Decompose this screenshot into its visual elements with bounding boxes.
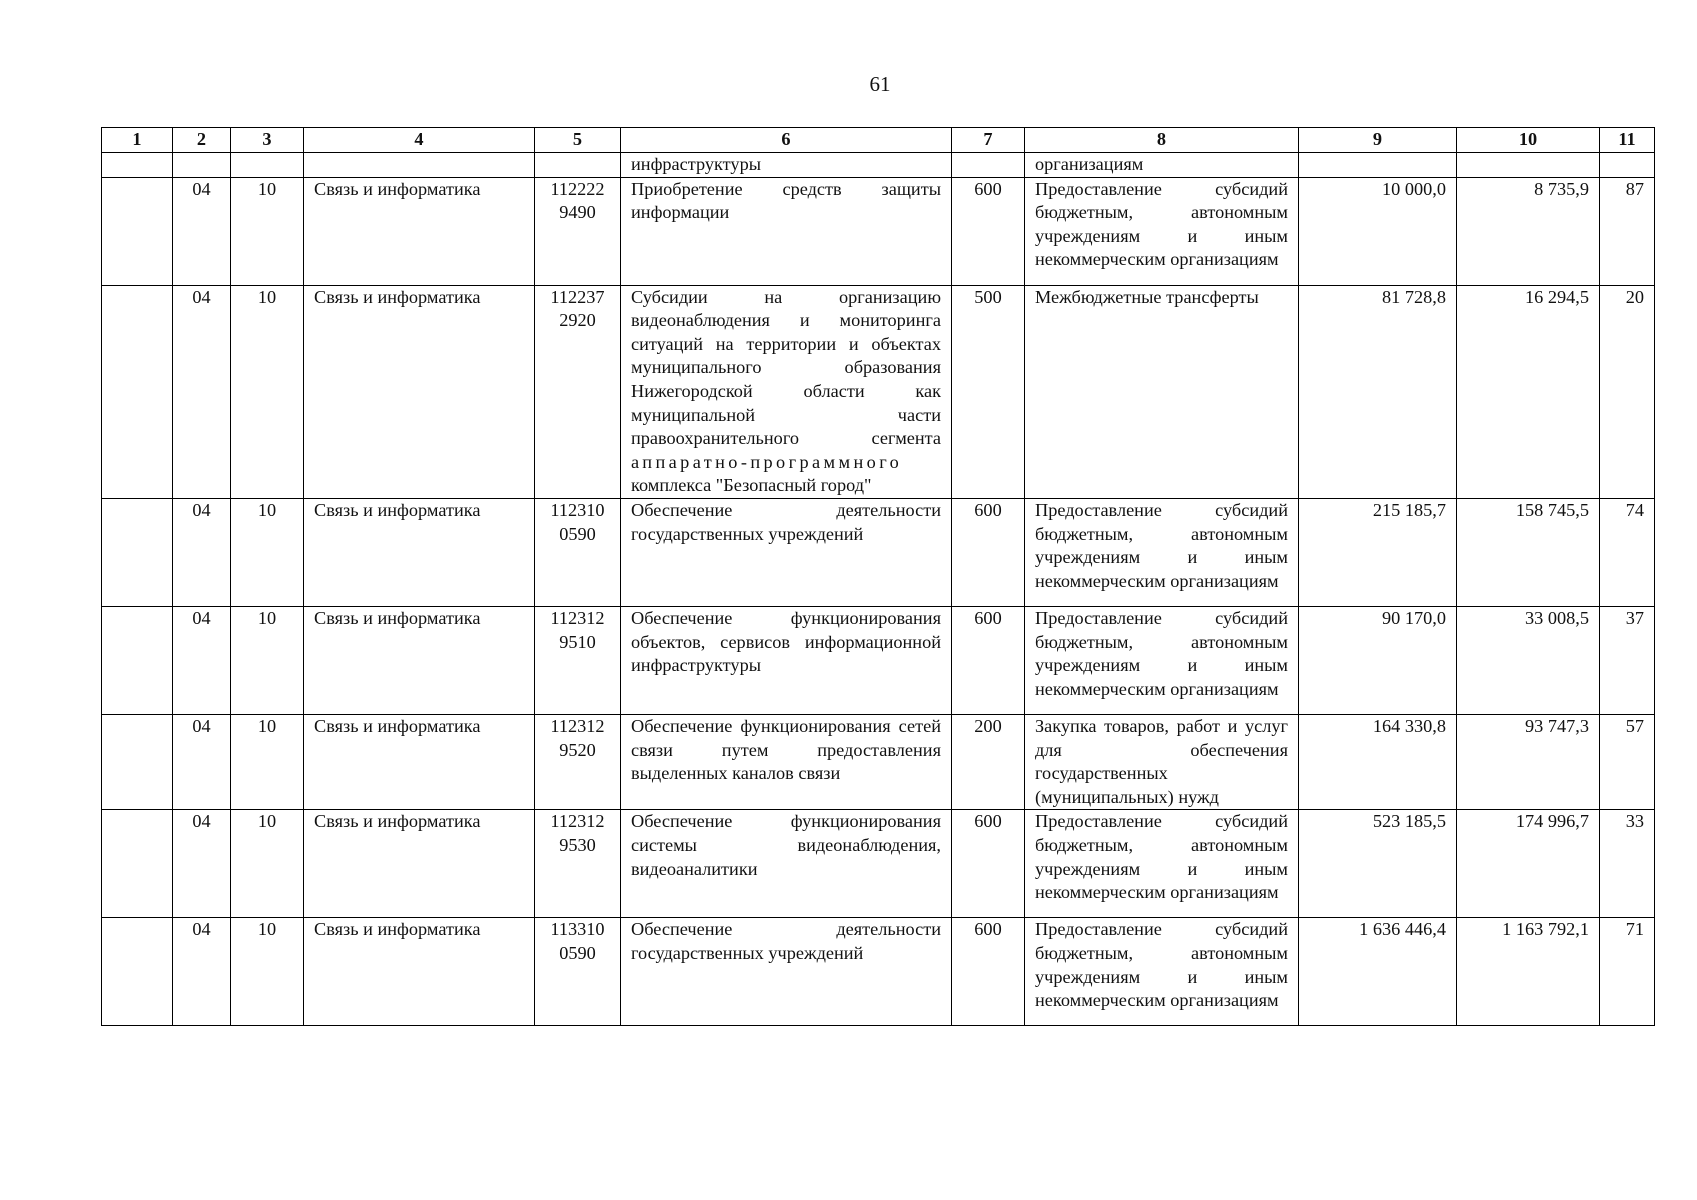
- target-code-cell: [535, 285, 621, 498]
- column-1-cell: [102, 714, 173, 809]
- planned-amount-cell: 81 728,8: [1299, 285, 1457, 498]
- header-row: [102, 128, 1655, 153]
- description-text: Субсидии на организацию видеонаблюдения и мониторинга ситуаций на территории и объектах муниципального образования Нижегородской области как муниципальной части правоохранительного сегмента: [631, 286, 941, 449]
- target-code-line1: 112312: [550, 607, 605, 628]
- description-end-text: комплекса "Безопасный город": [631, 475, 872, 496]
- name-cell: Связь и информатика: [304, 810, 535, 918]
- percent-cell: 87: [1600, 177, 1655, 285]
- table-row: [102, 810, 1655, 918]
- expense-code-cell: 500: [952, 285, 1025, 498]
- target-code-line1: 112312: [550, 715, 605, 736]
- column-1-cell: [102, 810, 173, 918]
- target-code-line2: 9520: [559, 739, 596, 760]
- percent-cell: 33: [1600, 810, 1655, 918]
- name-cell: Связь и информатика: [304, 606, 535, 714]
- subsection-cell: 10: [231, 918, 304, 1026]
- expense-type-cell: организациям: [1025, 153, 1299, 178]
- table-row: [102, 606, 1655, 714]
- section-cell: 04: [173, 714, 231, 809]
- section-cell: 04: [173, 918, 231, 1026]
- target-code-line1: 112310: [550, 499, 605, 520]
- planned-amount-cell: 10 000,0: [1299, 177, 1457, 285]
- percent-cell: 57: [1600, 714, 1655, 809]
- planned-amount-cell: 523 185,5: [1299, 810, 1457, 918]
- description-cell: [621, 714, 952, 809]
- executed-amount-cell: 93 747,3: [1457, 714, 1600, 809]
- name-cell: Связь и информатика: [304, 714, 535, 809]
- target-code-line1: 112237: [550, 286, 605, 307]
- target-code-line2: 9510: [559, 631, 596, 652]
- executed-amount-cell: 158 745,5: [1457, 498, 1600, 606]
- planned-amount-cell: 1 636 446,4: [1299, 918, 1457, 1026]
- percent-cell: 71: [1600, 918, 1655, 1026]
- description-cell: [621, 810, 952, 918]
- target-code-line1: 112312: [550, 811, 605, 832]
- expense-type-cell: Предоставление субсидий бюджетным, автономным учреждениям и иным некоммерческим организациям: [1025, 498, 1299, 606]
- section-cell: 04: [173, 810, 231, 918]
- table-row: [102, 285, 1655, 498]
- column-header: 10: [1457, 128, 1600, 153]
- target-code-line2: 9530: [559, 834, 596, 855]
- column-1-cell: [102, 177, 173, 285]
- expense-code-cell: 600: [952, 498, 1025, 606]
- description-spaced-text: аппаратно-программного: [631, 451, 903, 472]
- column-1-cell: [102, 918, 173, 1026]
- section-cell: 04: [173, 177, 231, 285]
- executed-amount-cell: 16 294,5: [1457, 285, 1600, 498]
- expense-code-cell: 600: [952, 177, 1025, 285]
- target-code-cell: [535, 498, 621, 606]
- column-header: 7: [952, 128, 1025, 153]
- page-number: 61: [869, 72, 891, 96]
- column-header: 3: [231, 128, 304, 153]
- column-header: 2: [173, 128, 231, 153]
- expense-type-cell: Предоставление субсидий бюджетным, автономным учреждениям и иным некоммерческим организациям: [1025, 177, 1299, 285]
- subsection-cell: 10: [231, 285, 304, 498]
- executed-amount-cell: 174 996,7: [1457, 810, 1600, 918]
- column-1-cell: [102, 498, 173, 606]
- description-text: Обеспечение деятельности государственных учреждений: [631, 499, 941, 544]
- target-code-line2: 9490: [559, 202, 596, 223]
- target-code-cell: [535, 810, 621, 918]
- subsection-cell: 10: [231, 810, 304, 918]
- subsection-cell: 10: [231, 714, 304, 809]
- planned-amount-cell: 164 330,8: [1299, 714, 1457, 809]
- name-cell: Связь и информатика: [304, 177, 535, 285]
- target-code-line2: 0590: [559, 523, 596, 544]
- budget-table: [101, 127, 1655, 1026]
- planned-amount-cell: 215 185,7: [1299, 498, 1457, 606]
- expense-code-cell: 200: [952, 714, 1025, 809]
- expense-code-cell: 600: [952, 810, 1025, 918]
- target-code-line2: 0590: [559, 942, 596, 963]
- table-header: [102, 128, 1655, 153]
- expense-type-cell: Предоставление субсидий бюджетным, автономным учреждениям и иным некоммерческим организациям: [1025, 918, 1299, 1026]
- target-code-line2: 2920: [559, 310, 596, 331]
- column-header: 11: [1600, 128, 1655, 153]
- subsection-cell: 10: [231, 498, 304, 606]
- table-row: [102, 177, 1655, 285]
- column-1-cell: [102, 606, 173, 714]
- column-1-cell: [102, 285, 173, 498]
- column-header: 5: [535, 128, 621, 153]
- column-header: 1: [102, 128, 173, 153]
- target-code-line1: 113310: [550, 919, 605, 940]
- name-cell: Связь и информатика: [304, 498, 535, 606]
- expense-type-cell: Межбюджетные трансферты: [1025, 285, 1299, 498]
- expense-type-cell: Предоставление субсидий бюджетным, автономным учреждениям и иным некоммерческим организациям: [1025, 810, 1299, 918]
- section-cell: 04: [173, 606, 231, 714]
- expense-code-cell: 600: [952, 918, 1025, 1026]
- section-cell: 04: [173, 498, 231, 606]
- description-cell: [621, 498, 952, 606]
- column-header: 8: [1025, 128, 1299, 153]
- section-cell: 04: [173, 285, 231, 498]
- table-row: [102, 498, 1655, 606]
- executed-amount-cell: 33 008,5: [1457, 606, 1600, 714]
- expense-type-cell: Закупка товаров, работ и услуг для обеспечения государственных (муниципальных) нужд: [1025, 714, 1299, 809]
- target-code-cell: [535, 714, 621, 809]
- column-header: 6: [621, 128, 952, 153]
- target-code-cell: [535, 177, 621, 285]
- percent-cell: 37: [1600, 606, 1655, 714]
- description-cell: инфраструктуры: [621, 153, 952, 178]
- name-cell: Связь и информатика: [304, 285, 535, 498]
- column-header: 9: [1299, 128, 1457, 153]
- executed-amount-cell: 8 735,9: [1457, 177, 1600, 285]
- planned-amount-cell: 90 170,0: [1299, 606, 1457, 714]
- name-cell: Связь и информатика: [304, 918, 535, 1026]
- executed-amount-cell: 1 163 792,1: [1457, 918, 1600, 1026]
- description-text: Приобретение средств защиты информации: [631, 178, 941, 223]
- subsection-cell: 10: [231, 606, 304, 714]
- description-text: Обеспечение функционирования сетей связи путем предоставления выделенных каналов связи: [631, 715, 941, 784]
- target-code-line1: 112222: [550, 178, 605, 199]
- target-code-cell: [535, 918, 621, 1026]
- description-text: Обеспечение функционирования объектов, сервисов информационной инфраструктуры: [631, 607, 941, 676]
- percent-cell: 20: [1600, 285, 1655, 498]
- table-row: [102, 918, 1655, 1026]
- percent-cell: 74: [1600, 498, 1655, 606]
- table-row: [102, 714, 1655, 809]
- target-code-cell: [535, 606, 621, 714]
- subsection-cell: 10: [231, 177, 304, 285]
- description-cell: [621, 177, 952, 285]
- column-header: 4: [304, 128, 535, 153]
- continuation-row: [102, 153, 1655, 178]
- description-cell: [621, 285, 952, 498]
- description-text: Обеспечение функционирования системы видеонаблюдения, видеоаналитики: [631, 811, 941, 879]
- description-text: Обеспечение деятельности государственных учреждений: [631, 919, 941, 963]
- description-cell: [621, 606, 952, 714]
- expense-type-cell: Предоставление субсидий бюджетным, автономным учреждениям и иным некоммерческим организациям: [1025, 606, 1299, 714]
- expense-code-cell: 600: [952, 606, 1025, 714]
- description-cell: [621, 918, 952, 1026]
